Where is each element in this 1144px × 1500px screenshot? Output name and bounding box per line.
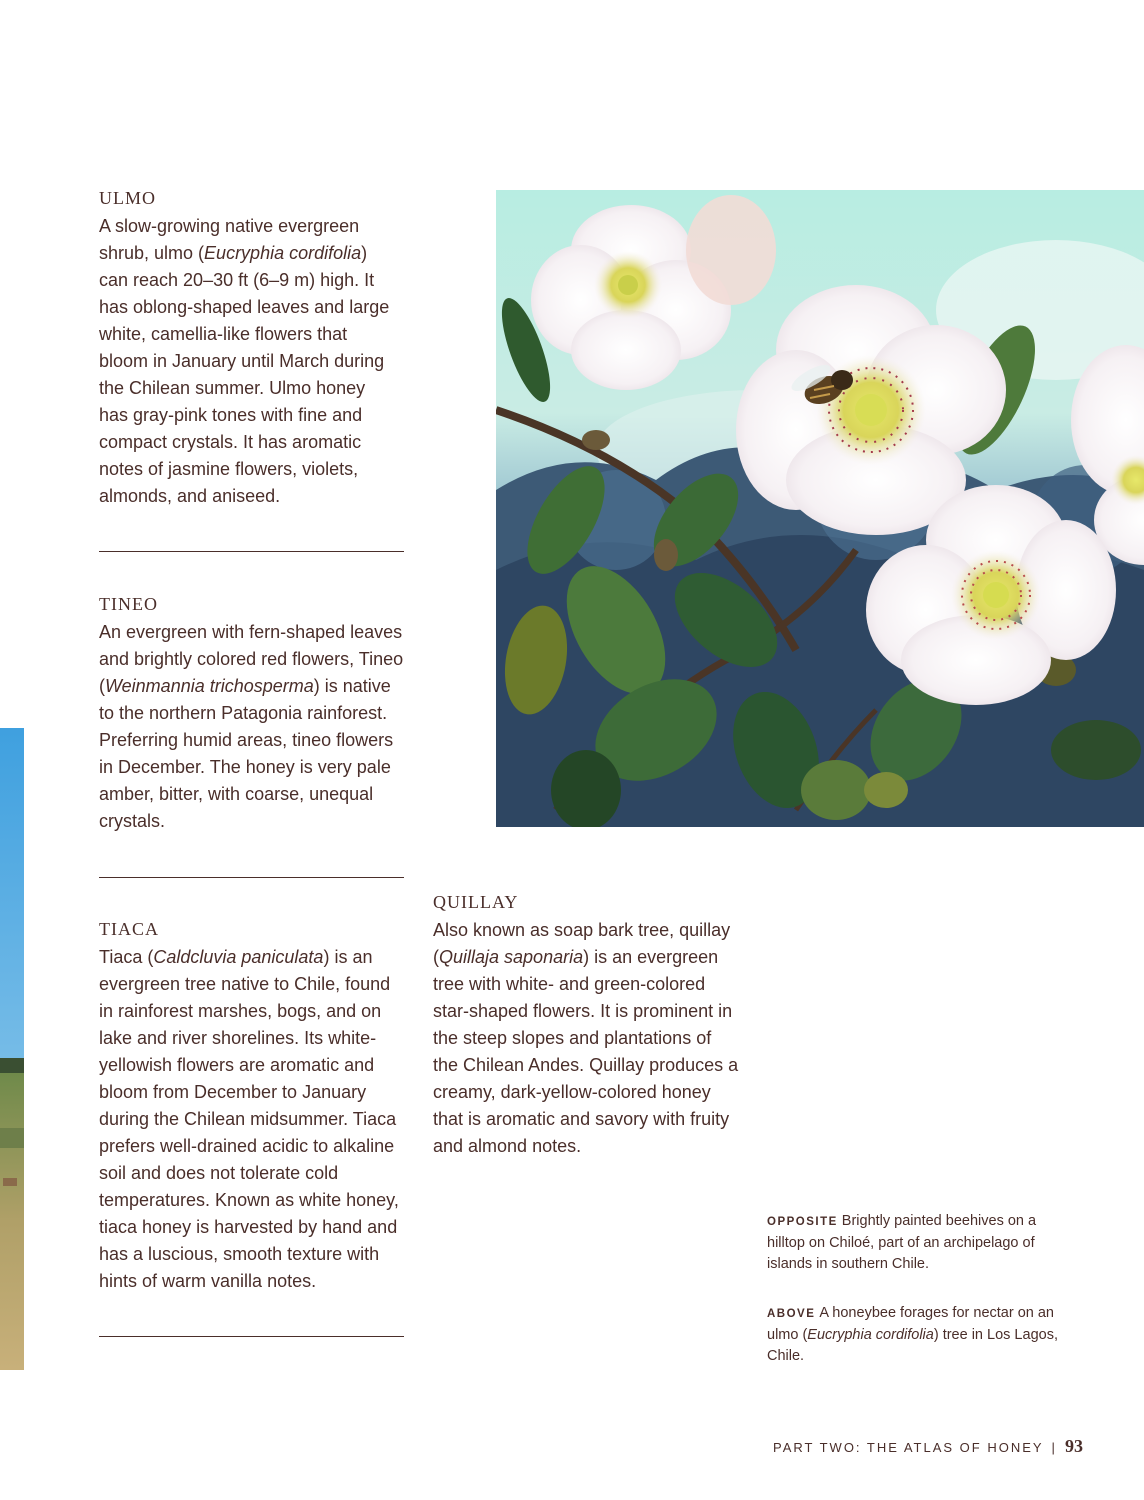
ulmo-species-name: Eucryphia cordifolia: [204, 243, 362, 263]
caption-species-name: Eucryphia cordifolia: [807, 1327, 934, 1343]
page-number: 93: [1064, 1436, 1083, 1456]
quillay-heading: QUILLAY: [433, 892, 519, 912]
ulmo-heading: ULMO: [99, 188, 156, 208]
footer-separator: |: [1051, 1440, 1057, 1455]
running-head: PART TWO: THE ATLAS OF HONEY: [773, 1440, 1044, 1455]
caption-lead-above: ABOVE: [767, 1308, 816, 1320]
tiaca-description: Tiaca (Caldcluvia paniculata) is an evergreen tree native to Chile, found in rainforest marshes, bogs, and on lake and river shorelines. Its white-yellowish flowers are aromatic and bloom from December to January during the Chilean midsummer. Tiaca prefers well-drained acidic to alkaline soil and does not tolerate cold temperatures. Known as white honey, tiaca honey is harvested by hand and has a luscious, smooth texture with hints of warm vanilla notes.: [99, 947, 399, 1291]
page-footer: [773, 1436, 1083, 1457]
caption-above: ABOVE A honeybee forages for nectar on an ulmo (Eucryphia cordifolia) tree in Los Lagos, Chile.: [767, 1305, 1058, 1364]
caption-lead-opposite: OPPOSITE: [767, 1216, 838, 1228]
tineo-description: An evergreen with fern-shaped leaves and brightly colored red flowers, Tineo (Weinmannia trichosperma) is native to the northern Patagonia rainforest. Preferring humid areas, tineo flowers in December. The honey is very pale amber, bitter, with coarse, unequal crystals.: [99, 622, 404, 831]
section-divider: [99, 877, 404, 878]
section-divider: [99, 1336, 404, 1337]
opposite-page-photo-edge: [0, 728, 24, 1370]
quillay-description: Also known as soap bark tree, quillay (Quillaja saponaria) is an evergreen tree with white- and green-colored star-shaped flowers. It is prominent in the steep slopes and plantations of the Chilean Andes. Quillay produces a creamy, dark-yellow-colored honey that is aromatic and savory with fruity and almond notes.: [433, 920, 739, 1156]
tiaca-species-name: Caldcluvia paniculata: [153, 947, 324, 967]
ulmo-flower-bee-photo: [496, 190, 1144, 827]
tineo-heading: TINEO: [99, 594, 158, 614]
section-divider: [99, 551, 404, 552]
ulmo-description: A slow-growing native evergreen shrub, ulmo (Eucryphia cordifolia) can reach 20–30 ft (6–9 m) high. It has oblong-shaped leaves and large white, camellia-like flowers that bloom in January until March during the Chilean summer. Ulmo honey has gray-pink tones with fine and compact crystals. It has aromatic notes of jasmine flowers, violets, almonds, and aniseed.: [99, 216, 390, 506]
tiaca-heading: TIACA: [99, 919, 159, 939]
caption-opposite: OPPOSITE Brightly painted beehives on a hilltop on Chiloé, part of an archipelago of islands in southern Chile.: [767, 1213, 1037, 1272]
tineo-species-name: Weinmannia trichosperma: [105, 676, 314, 696]
quillay-species-name: Quillaja saponaria: [439, 947, 584, 967]
